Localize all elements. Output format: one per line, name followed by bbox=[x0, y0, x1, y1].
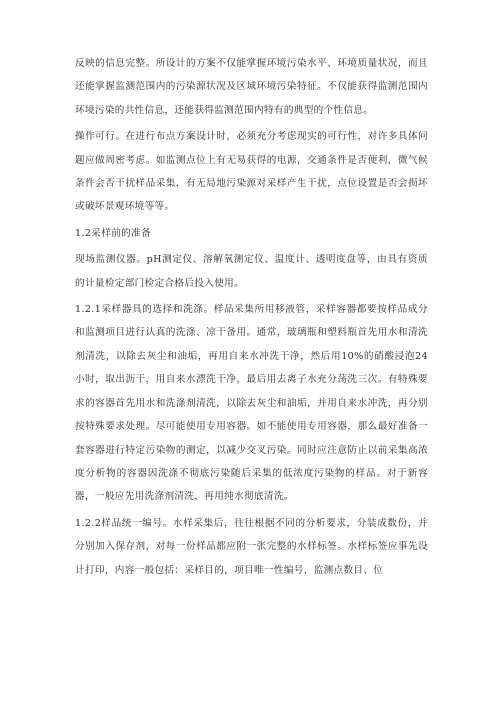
paragraph-field-instruments: 现场监测仪器。pH测定仪、溶解氧测定仪、温度计、透明度盘等，由具有资质的计量检定部门检定合格后投入使用。 bbox=[75, 254, 428, 289]
document-page bbox=[75, 52, 428, 585]
paragraph-operational-feasibility: 操作可行。在进行布点方案设计时，必须充分考虑现实的可行性，对许多具体问题应做周密考虑。如监测点位上有无易获得的电源，交通条件是否便利，微气候条件会否干扰样品采集，有无局地污染源对采样产生干扰，点位设置是否会损坏或破坏景观环境等等。 bbox=[75, 131, 428, 213]
paragraph-sampler-cleaning: 1.2.1采样器具的选择和洗涤。样品采集所用移液管，采样容器都要按样品成分和监测项目进行认真的洗涤、凉干备用。通常，玻璃瓶和塑料瓶首先用水和清洗剂清洗，以除去灰尘和油垢，再用自来水冲洗干净，然后用10%的硝酸浸泡24小时，取出沥干，用自来水漂洗干净，最后用去离子水充分荡洗三次。有特殊要求的容器首先用水和洗涤剂清洗，以除去灰尘和油垢，并用自来水冲洗，再分别按特殊要求处理。尽可能使用专用容器。如不能使用专用容器，那么最好准备一套容器进行特定污染物的测定，以减少交叉污染。同时应注意防止以前采集高浓度分析物的容器因洗涤不彻底污染随后采集的低浓度污染物的样品。对于新容器，一般应先用洗涤剂清洗，再用纯水彻底清洗。 bbox=[75, 304, 428, 503]
paragraph-sample-numbering: 1.2.2样品统一编号。水样采集后，往往根据不同的分析要求，分装成数份，并分别加入保存剂，对每一份样品都应附一张完整的水样标签。水样标签应事先设计打印，内容一般包括：采样目的，项目唯一性编号，监测点数目、位 bbox=[75, 517, 428, 576]
paragraph-information-completeness: 反映的信息完整。所设计的方案不仅能掌握环境污染水平、环境质量状况，而且还能掌握监测范围内的污染源状况及区域环境污染特征。不仅能获得监测范围内环境污染的共性信息，还能获得监测范围内特有的典型的个性信息。 bbox=[75, 58, 428, 116]
section-heading-sampling-preparation: 1.2采样前的准备 bbox=[75, 227, 151, 239]
